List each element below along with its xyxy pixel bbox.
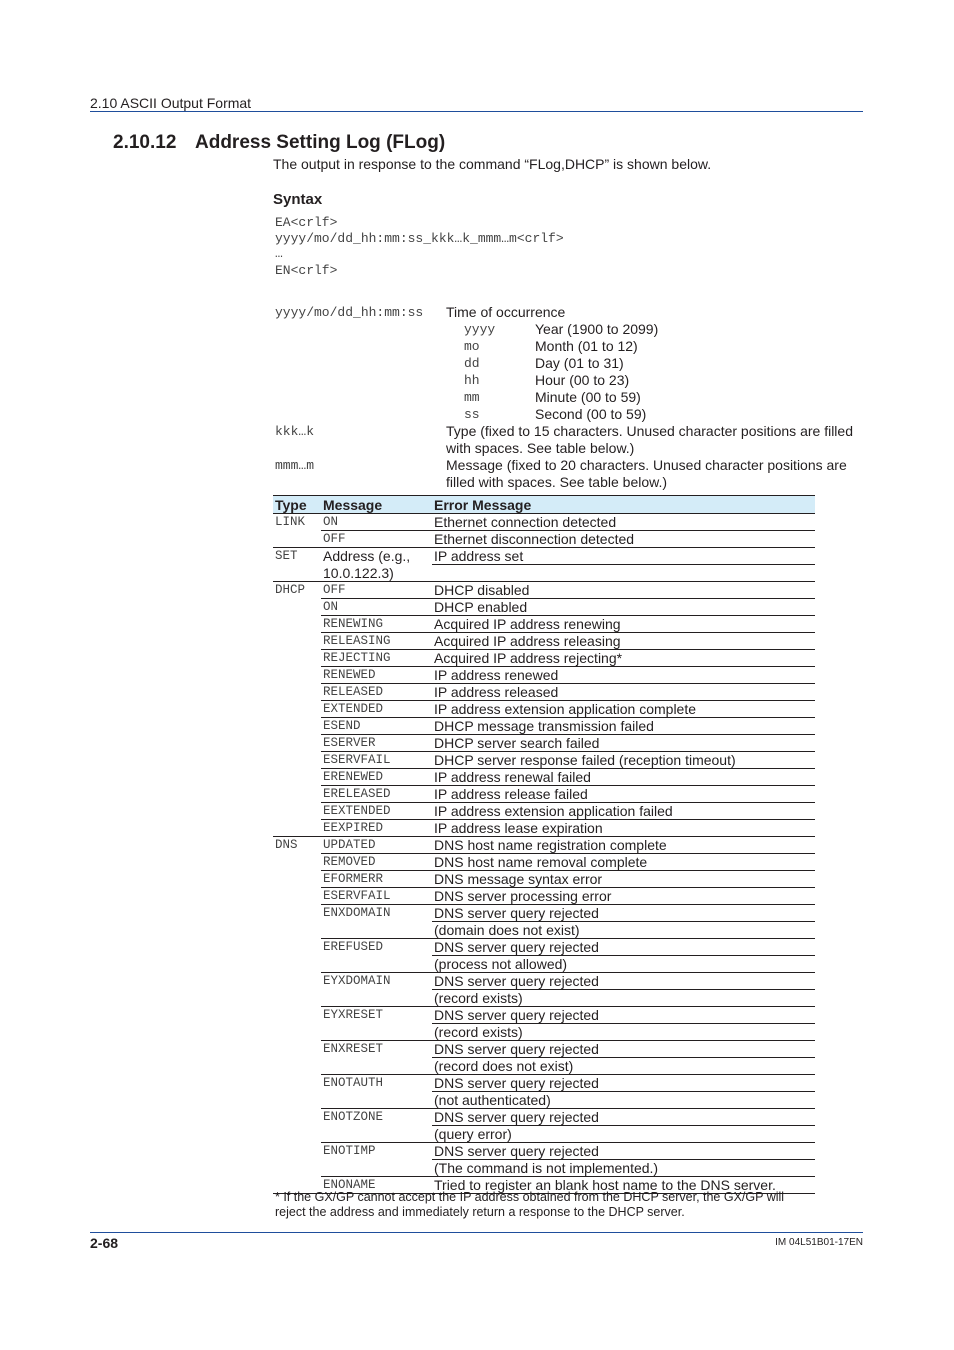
table-row [273,718,815,735]
cell-message: EEXPIRED [321,820,432,837]
cell-error-message: DNS server query rejected [432,1007,815,1024]
table-row [273,871,815,888]
cell-message: EYXRESET [323,1008,384,1022]
table-row [273,888,815,905]
footer-rule [90,1232,863,1233]
cell-message: EREFUSED [323,940,384,954]
table-row [273,837,815,854]
cell-message: ERENEWED [321,769,432,786]
cell-message: ENOTAUTH [323,1076,384,1090]
cell-message: EYXDOMAIN [323,974,391,988]
syntax-line: EN<crlf> [275,263,338,278]
cell-type: DHCP [275,583,306,597]
table-row [273,616,815,633]
cell-error-message: DNS server processing error [432,888,815,905]
cell-error-message: DNS server query rejected [432,905,815,922]
table-row [273,1109,815,1126]
table-row [273,1126,815,1143]
cell-type [273,565,321,582]
cell-message: ENOTZONE [323,1110,384,1124]
table-row [273,548,815,565]
cell-message: ESERVFAIL [321,888,432,905]
time-part-term: hh [464,373,480,388]
table-row [273,565,815,582]
cell-type [273,990,321,1007]
cell-message [321,1160,432,1177]
def-desc-message: Message (fixed to 20 characters. Unused character positions are filled with spaces. See table below.) [446,457,847,490]
running-header: 2.10 ASCII Output Format [90,95,252,111]
cell-message [321,1126,432,1143]
cell-message: ESERVER [321,735,432,752]
syntax-line: yyyy/mo/dd_hh:mm:ss_kkk…k_mmm…m<crlf> [275,231,564,246]
table-row [273,735,815,752]
syntax-line: EA<crlf> [275,215,338,230]
cell-type [273,599,321,616]
cell-type [273,922,321,939]
section-title: Address Setting Log (FLog) [195,132,446,153]
table-row [273,854,815,871]
cell-error-message: DNS server query rejected [432,939,815,956]
cell-message: OFF [321,582,432,599]
table-row [273,1143,815,1160]
cell-error-message: IP address extension application failed [432,803,815,820]
cell-type [273,650,321,667]
table-row [273,599,815,616]
cell-type: SET [275,549,298,563]
time-part-desc: Second (00 to 59) [535,406,647,422]
cell-error-message: Acquired IP address renewing [432,616,815,633]
cell-type [273,820,321,837]
cell-type [273,1058,321,1075]
cell-message: EFORMERR [321,871,432,888]
cell-message [321,922,432,939]
cell-error-message: Tried to register an blank host name to the DNS server. [432,1177,815,1194]
table-row [273,1160,815,1177]
cell-error-message: DNS server query rejected [432,1041,815,1058]
time-part-desc: Month (01 to 12) [535,338,638,354]
table-body [273,514,815,1194]
time-part-term: yyyy [464,322,496,337]
def-term-message: mmm…m [275,458,315,473]
cell-type [273,1160,321,1177]
time-part-term: mm [464,390,480,405]
section-heading [113,132,445,154]
table-row [273,701,815,718]
cell-type: LINK [275,515,306,529]
cell-type [273,1075,321,1092]
cell-error-message: IP address renewal failed [432,769,815,786]
cell-type [273,905,321,922]
cell-type [273,1041,321,1058]
cell-message: ON [321,514,432,531]
table-row [273,667,815,684]
table-row [273,922,815,939]
intro-text: The output in response to the command “FLog,DHCP” is shown below. [273,156,712,172]
cell-error-message: IP address set [432,548,815,565]
table-row [273,650,815,667]
cell-type: DNS [275,838,298,852]
header-rule [90,111,863,112]
col-header-error: Error Message [432,496,815,514]
table-row [273,1075,815,1092]
cell-error-message: DNS server query rejected [432,1109,815,1126]
table-row [273,905,815,922]
page-number: 2-68 [90,1235,119,1251]
cell-type [273,803,321,820]
def-term-type: kkk…k [275,424,315,439]
def-desc-time: Time of occurrence [446,304,566,320]
time-part-term: dd [464,356,480,371]
syntax-heading: Syntax [273,191,323,208]
cell-type [273,1092,321,1109]
cell-message: REMOVED [321,854,432,871]
cell-message: ENXRESET [323,1042,384,1056]
col-header-message: Message [321,496,432,514]
table-row [273,803,815,820]
table-row [273,956,815,973]
cell-error-message: DNS message syntax error [432,871,815,888]
cell-message: ON [321,599,432,616]
cell-message: RENEWED [321,667,432,684]
cell-message: Address (e.g., [323,548,411,564]
time-part-desc: Minute (00 to 59) [535,389,641,405]
cell-message: ENOTIMP [323,1144,376,1158]
cell-error-message: IP address lease expiration [432,820,815,837]
cell-error-message: DNS server query rejected [432,1143,815,1160]
cell-error-message: Ethernet disconnection detected [432,531,815,548]
cell-type [273,735,321,752]
table-row [273,820,815,837]
cell-error-message: IP address released [432,684,815,701]
table-row [273,1024,815,1041]
cell-message: RELEASING [321,633,432,650]
cell-error-message: (not authenticated) [432,1092,815,1109]
cell-error-message: Acquired IP address rejecting* [432,650,815,667]
table-row [273,769,815,786]
cell-error-message: (record exists) [432,990,815,1007]
cell-type [273,718,321,735]
cell-error-message: DNS server query rejected [432,973,815,990]
cell-error-message: DNS host name registration complete [432,837,815,854]
cell-error-message: (record exists) [432,1024,815,1041]
message-table [273,495,815,1194]
table-row [273,1007,815,1024]
cell-message [321,990,432,1007]
table-row [273,752,815,769]
cell-error-message: IP address release failed [432,786,815,803]
cell-error-message: Acquired IP address releasing [432,633,815,650]
cell-type [273,1143,321,1160]
cell-type [273,769,321,786]
cell-error-message: DHCP server search failed [432,735,815,752]
cell-message: ENXDOMAIN [323,906,391,920]
cell-type [273,1024,321,1041]
cell-error-message [432,565,815,582]
cell-message: ESERVFAIL [321,752,432,769]
table-row [273,939,815,956]
table-row [273,1041,815,1058]
cell-type [273,701,321,718]
cell-error-message: (record does not exist) [432,1058,815,1075]
cell-type [273,1007,321,1024]
table-header-row [273,496,815,514]
section-number: 2.10.12 [113,132,177,153]
table-row [273,990,815,1007]
cell-message: RENEWING [321,616,432,633]
cell-error-message: IP address renewed [432,667,815,684]
cell-type [273,752,321,769]
col-header-type: Type [273,496,321,514]
cell-type [273,786,321,803]
cell-type [273,531,321,548]
time-part-desc: Hour (00 to 23) [535,372,630,388]
table-row [273,514,815,531]
cell-error-message: (The command is not implemented.) [432,1160,815,1177]
cell-message: EEXTENDED [321,803,432,820]
table-row [273,633,815,650]
cell-message: RELEASED [321,684,432,701]
syntax-line: … [275,246,283,261]
cell-error-message: Ethernet connection detected [432,514,815,531]
time-part-term: mo [464,339,480,354]
cell-type [273,684,321,701]
cell-type [273,1109,321,1126]
table-row [273,684,815,701]
cell-error-message: IP address extension application complete [432,701,815,718]
cell-type [273,616,321,633]
cell-error-message: DNS host name removal complete [432,854,815,871]
cell-type [273,854,321,871]
cell-message [321,1024,432,1041]
cell-message: ESEND [321,718,432,735]
cell-error-message: DHCP enabled [432,599,815,616]
cell-message: REJECTING [321,650,432,667]
cell-type [273,633,321,650]
document-id: IM 04L51B01-17EN [775,1237,863,1248]
cell-type [273,956,321,973]
cell-type [273,939,321,956]
time-part-desc: Year (1900 to 2099) [535,321,659,337]
cell-error-message: (process not allowed) [432,956,815,973]
cell-message: 10.0.122.3) [321,565,432,582]
table-row [273,531,815,548]
cell-type [273,871,321,888]
cell-message [321,1092,432,1109]
cell-error-message: (domain does not exist) [432,922,815,939]
cell-error-message: DHCP disabled [432,582,815,599]
cell-error-message: DHCP server response failed (reception timeout) [432,752,815,769]
table-row [273,786,815,803]
cell-message: UPDATED [321,837,432,854]
cell-type [273,1126,321,1143]
def-term-time: yyyy/mo/dd_hh:mm:ss [275,305,424,320]
cell-message: EXTENDED [321,701,432,718]
footnote: * If the GX/GP cannot accept the IP address obtained from the DHCP server, the GX/GP will reject the address and immediately return a response to the DHCP server. [275,1190,785,1219]
cell-type [273,888,321,905]
cell-type [273,973,321,990]
table-row [273,582,815,599]
cell-message: ENONAME [321,1177,432,1194]
cell-message [321,956,432,973]
table-row [273,1092,815,1109]
def-desc-type: Type (fixed to 15 characters. Unused character positions are filled with spaces. See table below.) [446,423,853,456]
table-row [273,973,815,990]
table-row [273,1058,815,1075]
cell-message: ERELEASED [321,786,432,803]
cell-error-message: DHCP message transmission failed [432,718,815,735]
time-part-desc: Day (01 to 31) [535,355,624,371]
cell-error-message: (query error) [432,1126,815,1143]
cell-message [321,1058,432,1075]
cell-message: OFF [321,531,432,548]
cell-type [273,667,321,684]
time-part-term: ss [464,407,480,422]
cell-error-message: DNS server query rejected [432,1075,815,1092]
